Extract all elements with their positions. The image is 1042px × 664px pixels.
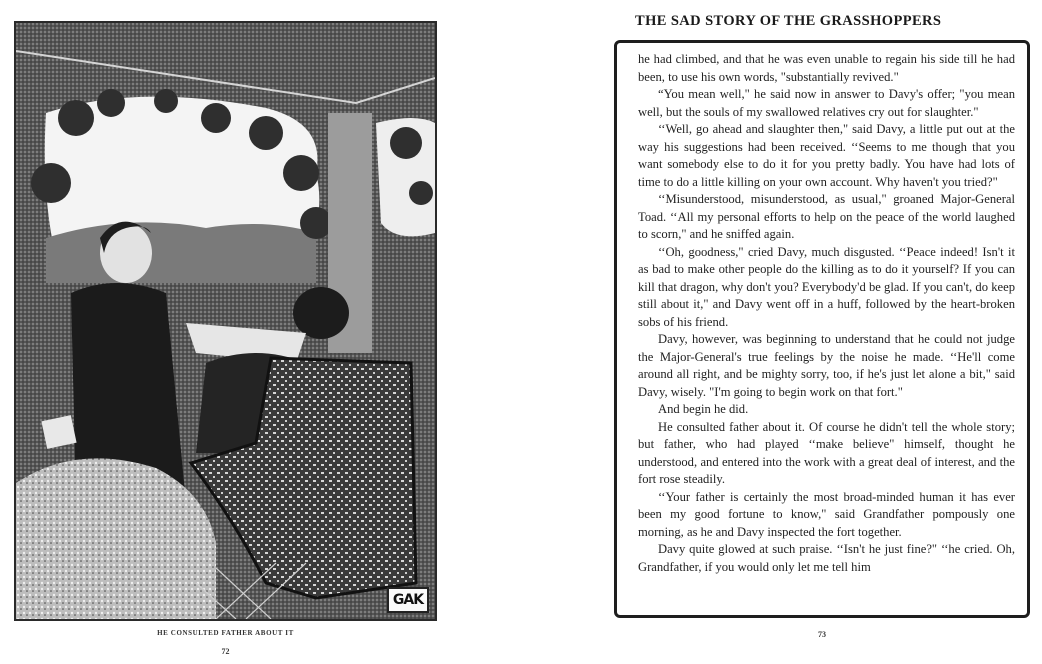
paragraph: ‘‘Misunderstood, misunderstood, as usual," groaned Major-General Toad. ‘‘All my personal efforts to help on the peace of the world laughed to scorn," and he sniffed again. <box>638 192 1015 241</box>
illustration <box>14 21 437 621</box>
paragraph: And begin he did. <box>658 402 749 416</box>
paragraph: Davy, however, was beginning to understand that he could not judge the Major-General's true feelings by the noise he made. ‘‘He'll come around all right, and be mighty sorry, too, if he's just let alone a bit," said Davy, wisely. "I'm going to begin work on that fort." <box>638 332 1015 399</box>
illustration-caption: HE CONSULTED FATHER ABOUT IT <box>157 629 294 637</box>
paragraph: “You mean well," he said now in answer to Davy's offer; "you mean well, but the souls of my swallowed relatives cry out for slaughter." <box>638 87 1015 119</box>
paragraph: ‘‘Your father is certainly the most broad-minded human it has ever been my good fortune to know," said Grandfather pompously one morning, as he and Davy inspected the fort together. <box>638 489 1015 539</box>
hills <box>46 222 316 283</box>
paragraph: ‘‘Oh, goodness," cried Davy, much disgusted. ‘‘Peace indeed! Isn't it as bad to make other people do the killing as to do it yourself? If you can kill that dragon, why don't you? Everybody'd be glad. If you can't, do keep still about it," and Davy went off in a huff, followed by the heart-broken sobs of his friend. <box>638 244 1015 329</box>
paragraph: he had climbed, and that he was even unable to regain his side till he had been, to use his own words, "substantially revived." <box>638 52 1015 84</box>
text-frame <box>614 40 1030 618</box>
running-head: THE SAD STORY OF THE GRASSHOPPERS <box>635 13 942 29</box>
paragraph: ‘‘Well, go ahead and slaughter then," said Davy, a little put out at the way his suggestions had been received. ‘‘Seems to me though that you want somebody else to do it for you pretty badly. You have had lots of time to do a little killing on your own account. Why haven't you tried?" <box>638 122 1015 189</box>
porch-scene-drawing <box>16 23 435 619</box>
artist-monogram: GAK <box>387 587 429 613</box>
page-number-left: 72 <box>221 647 230 656</box>
paragraph: He consulted father about it. Of course he didn't tell the whole story; but father, who had played ‘‘make believe" himself, thought he understood, and entered into the work with a great deal of interest, and the fort rose steadily. <box>638 419 1015 486</box>
page-number-right: 73 <box>818 630 826 639</box>
paragraph: Davy quite glowed at such praise. ‘‘Isn't he just fine?" ‘‘he cried. Oh, Grandfather, if you would only let me tell him <box>638 542 1015 574</box>
